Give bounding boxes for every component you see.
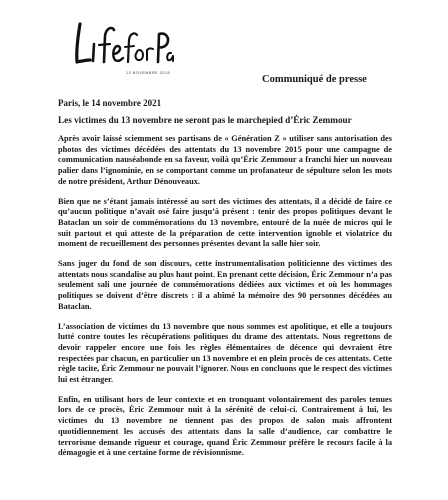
paragraph: Enfin, en utilisant hors de leur contexte et en tronquant volontairement des paroles tenues lors de ce procès, Éric Zemmour nuit à la sérénité de celui-ci. Contrairement à lui, les victimes du 13 novembre ne tiennent pas des propos de salon mais affrontent quotidiennement les accusés des attentats dans la salle d’audience, car combattre le terrorisme demande rigueur et courage, quand Éric Zemmour préfère le recours facile à la démagogie et à une certaine forme de révisionnisme.: [58, 394, 392, 458]
press-release-label: Communiqué de presse: [262, 74, 367, 85]
paragraph: L’association de victimes du 13 novembre que nous sommes est apolitique, et elle a toujours lutté contre toutes les récupérations politiques du drame des attentats. Nous regrettons de devoir rappeler encore une fois les règles élémentaires de décence qui devraient être respectées par chacun, en particulier un 13 novembre et en plein procès de ces attentats. Cette règle tacite, Éric Zemmour ne pouvait l’ignorer. Nous en concluons que le respect des victimes lui est étranger.: [58, 321, 392, 385]
body-text: [58, 134, 392, 468]
headline: Les victimes du 13 novembre ne seront pas le marchepied d’Éric Zemmour: [58, 115, 352, 125]
paragraph: Bien que ne s’étant jamais intéressé au sort des victimes des attentats, il a décidé de faire ce qu’aucun politique n’avait osé faire jusqu’à présent : tenir des propos politiques devant le Bataclan un soir de commémorations du 13 novembre, entouré de la nuée de micros qui le suit partout et qui atteste de la préparation de cette intervention ignoble et violatrice du moment de recueillement des personnes présentes devant la salle hier soir.: [58, 196, 392, 249]
paragraph: Après avoir laissé sciemment ses partisans de « Génération Z » utiliser sans autorisation des photos des victimes décédées des attentats du 13 novembre 2015 pour une campagne de communication nauséabonde en sa faveur, voilà qu’Éric Zemmour a franchi hier un nouveau palier dans l’ignominie, en se comportant comme un profanateur de sépulture selon les mots de notre président, Arthur Dénouveaux.: [58, 134, 392, 186]
date-line: Paris, le 14 novembre 2021: [58, 98, 162, 108]
life-for-paris-logo: [70, 16, 180, 78]
paragraph: Sans juger du fond de son discours, cette instrumentalisation politicienne des victimes des attentats nous scandalise au plus haut point. En prenant cette décision, Éric Zemmour n’a pas seulement sali une journée de commémorations dédiées aux victimes et où les hommages politiques se doivent d’être discrets : il a abîmé la mémoire des 90 personnes décédées au Bataclan.: [58, 259, 392, 311]
svg-text:13 NOVEMBRE 2015: 13 NOVEMBRE 2015: [126, 71, 171, 75]
